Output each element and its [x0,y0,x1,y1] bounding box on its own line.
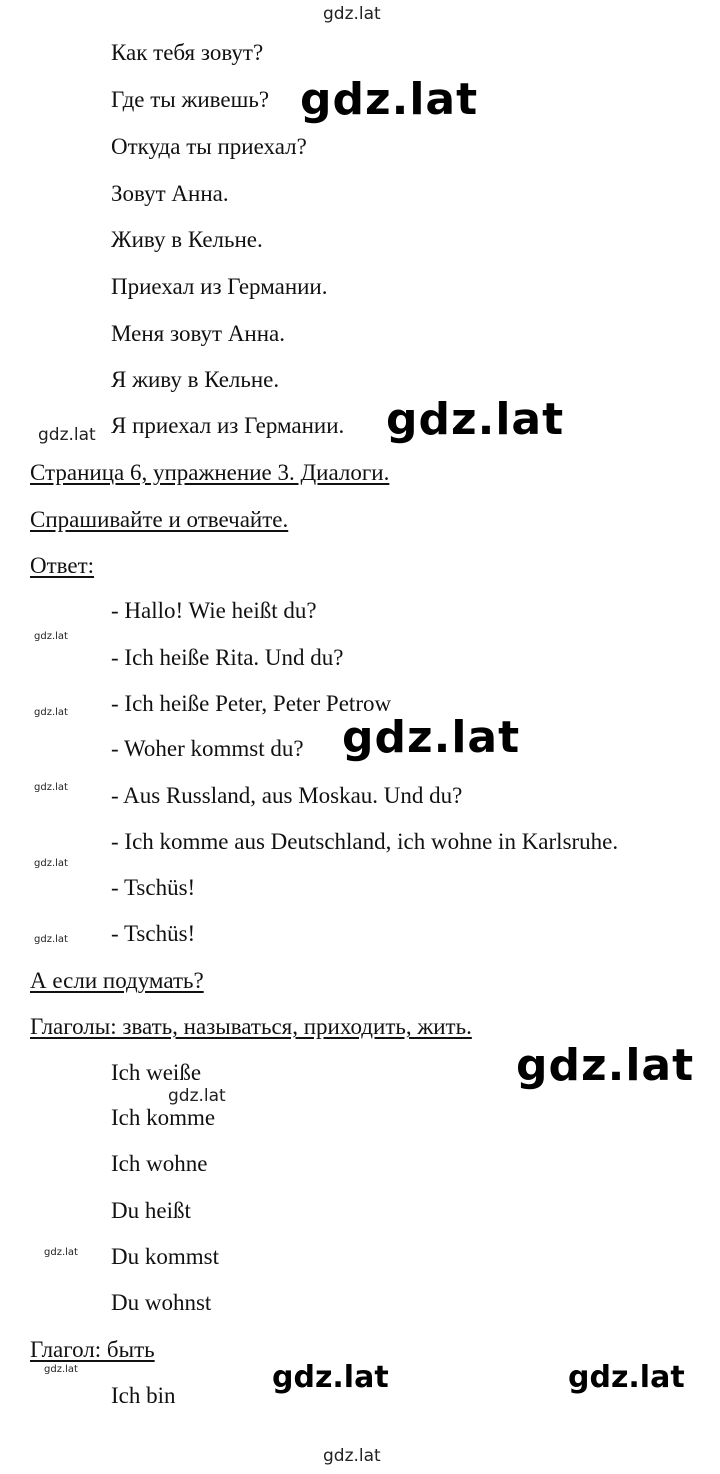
watermark: gdz.lat [44,1364,78,1375]
dialogue-line: - Tschüs! [111,875,196,900]
verb-form: Ich bin [111,1383,176,1408]
watermark: gdz.lat [516,1040,695,1091]
translation-line: Где ты живешь? [111,87,270,112]
be-label: Глагол: быть [30,1337,155,1362]
verb-form: Du wohnst [111,1290,212,1315]
verb-form: Du heißt [111,1198,191,1223]
dialogue-line: - Ich komme aus Deutschland, ich wohne in Karlsruhe. [111,829,619,854]
translation-line: Меня зовут Анна. [111,321,286,346]
translation-line: Зовут Анна. [111,181,229,206]
watermark: gdz.lat [38,425,96,445]
translation-line: Приехал из Германии. [111,274,328,299]
dialogue-line: - Ich heiße Rita. Und du? [111,645,344,670]
watermark: gdz.lat [34,631,68,642]
verb-form: Du kommst [111,1244,219,1269]
translation-line: Я живу в Кельне. [111,367,280,392]
think-heading: А если подумать? [30,968,204,993]
watermark: gdz.lat [342,712,521,763]
watermark: gdz.lat [34,934,68,945]
verbs-label: Глаголы: звать, называться, приходить, жить. [30,1014,472,1039]
translation-line: Я приехал из Германии. [111,413,345,438]
verb-form: Ich wohne [111,1151,208,1176]
dialogue-line: - Aus Russland, aus Moskau. Und du? [111,783,463,808]
verb-form: Ich komme [111,1105,216,1130]
translation-line: Как тебя зовут? [111,40,264,65]
dialogue-line: - Hallo! Wie heißt du? [111,598,317,623]
watermark: gdz.lat [34,707,68,718]
watermark: gdz.lat [272,1360,389,1395]
watermark: gdz.lat [386,394,565,445]
translation-line: Живу в Кельне. [111,227,263,252]
watermark: gdz.lat [568,1360,685,1395]
watermark: gdz.lat [323,4,381,24]
verb-form: Ich weiße [111,1060,202,1085]
watermark: gdz.lat [34,858,68,869]
exercise-instruction: Спрашивайте и отвечайте. [30,507,289,532]
watermark: gdz.lat [168,1086,226,1106]
translation-line: Откуда ты приехал? [111,134,307,159]
answer-label: Ответ: [30,553,95,578]
exercise-heading: Страница 6, упражнение 3. Диалоги. [30,460,390,485]
dialogue-line: - Woher kommst du? [111,736,304,761]
watermark: gdz.lat [300,74,479,125]
watermark: gdz.lat [323,1446,381,1466]
dialogue-line: - Tschüs! [111,921,196,946]
dialogue-line: - Ich heiße Peter, Peter Petrow [111,691,392,716]
watermark: gdz.lat [44,1247,78,1258]
watermark: gdz.lat [34,782,68,793]
